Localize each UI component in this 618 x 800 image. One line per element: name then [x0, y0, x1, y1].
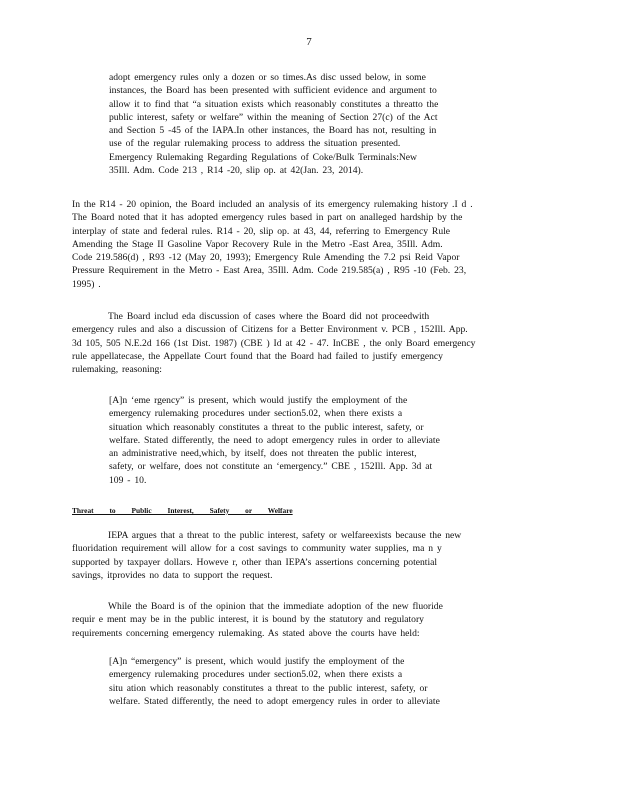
paragraph-line: 1995) . — [72, 278, 101, 290]
quote-line: instances, the Board has been presented with sufficient evidence and argument to — [109, 85, 437, 97]
block-quote-courts — [109, 655, 509, 708]
quote-line: 35Ill. Adm. Code 213 , R14 -20, slip op. at 42(Jan. 23, 2014). — [109, 165, 364, 177]
paragraph-line: Amending the Stage II Gasoline Vapor Recovery Rule in the Metro -East Area, 35Ill. Adm. — [72, 238, 443, 250]
paragraph-line: fluoridation requirement will allow for a cost savings to community water supplies, ma n y — [72, 543, 442, 555]
paragraph-line: rulemaking, reasoning: — [72, 364, 162, 376]
block-quote-coke-bulk — [109, 71, 509, 177]
block-quote-cbe — [109, 394, 509, 487]
quote-line: an administrative need,which, by itself, does not threaten the public interest, — [109, 448, 417, 460]
paragraph-line: Code 219.586(d) , R93 -12 (May 20, 1993); Emergency Rule Amending the 7.2 psi Reid Vapor — [72, 252, 460, 264]
paragraph-iepa-argument — [72, 529, 542, 582]
paragraph-line: 3d 105, 505 N.E.2d 166 (1st Dist. 1987) (CBE ) Id at 42 - 47. InCBE , the only Board emergency — [72, 337, 476, 349]
paragraph-line: While the Board is of the opinion that the immediate adoption of the new fluoride — [108, 601, 443, 612]
paragraph-line: rule appellatecase, the Appellate Court found that the Board had failed to justify emergency — [72, 350, 443, 362]
quote-line: use of the regular rulemaking process to address the situation presented. — [109, 138, 401, 150]
quote-line: safety, or welfare, does not constitute an ‘emergency.” CBE , 152Ill. App. 3d at — [109, 461, 433, 473]
quote-line: situ ation which reasonably constitutes a threat to the public interest, safety, or — [109, 682, 428, 694]
quote-line: welfare. Stated differently, the need to adopt emergency rules in order to alleviate — [109, 695, 440, 707]
paragraph-cbe-discussion — [72, 310, 542, 376]
quote-line: Emergency Rulemaking Regarding Regulations of Coke/Bulk Terminals:New — [109, 151, 417, 163]
paragraph-line: The Board noted that it has adopted emergency rules based in part on analleged hardship by the — [72, 212, 463, 224]
quote-line: [A]n ‘eme rgency” is present, which would justify the employment of the — [109, 395, 408, 406]
paragraph-line: In the R14 - 20 opinion, the Board included an analysis of its emergency rulemaking history .I d . — [72, 199, 473, 210]
paragraph-line: requirements concerning emergency rulemaking. As stated above the courts have held: — [72, 627, 420, 639]
page-number: 7 — [306, 36, 312, 48]
paragraph-board-opinion — [72, 600, 542, 640]
quote-line: emergency rulemaking procedures under section5.02, when there exists a — [109, 408, 403, 420]
paragraph-line: The Board includ eda discussion of cases where the Board did not proceedwith — [108, 311, 430, 322]
quote-line: public interest, safety or welfare” within the meaning of Section 27(c) of the Act — [109, 111, 438, 123]
quote-line: and Section 5 -45 of the IAPA.In other instances, the Board has not, resulting in — [109, 125, 437, 137]
paragraph-line: requir e ment may be in the public interest, it is bound by the statutory and regulatory — [72, 614, 424, 626]
quote-line: allow it to find that “a situation exists which reasonably constitutes a threatto the — [109, 98, 439, 110]
quote-line: situation which reasonably constitutes a threat to the public interest, safety, or — [109, 421, 424, 433]
quote-line: [A]n “emergency” is present, which would justify the employment of the — [109, 656, 405, 667]
paragraph-r14-analysis — [72, 198, 542, 291]
quote-line: welfare. Stated differently, the need to adopt emergency rules in order to alleviate — [109, 434, 440, 446]
paragraph-line: emergency rules and also a discussion of Citizens for a Better Environment v. PCB , 152Ill. App. — [72, 324, 468, 336]
paragraph-line: supported by taxpayer dollars. Howeve r, other than IEPA’s assertions concerning potential — [72, 556, 438, 568]
section-heading: Threat to Public Interest, Safety or Welfare — [72, 506, 293, 515]
paragraph-line: savings, itprovides no data to support the request. — [72, 569, 273, 581]
quote-line: emergency rulemaking procedures under section5.02, when there exists a — [109, 669, 403, 681]
paragraph-line: IEPA argues that a threat to the public interest, safety or welfareexists because the new — [108, 530, 462, 541]
paragraph-line: Pressure Requirement in the Metro - East Area, 35Ill. Adm. Code 219.585(a) , R95 -10 (Feb. 23, — [72, 265, 467, 277]
paragraph-line: interplay of state and federal rules. R14 - 20, slip op. at 43, 44, referring to Emergency Rule — [72, 225, 451, 237]
quote-line: 109 - 10. — [109, 474, 147, 486]
quote-line: adopt emergency rules only a dozen or so times.As disc ussed below, in some — [109, 72, 426, 83]
